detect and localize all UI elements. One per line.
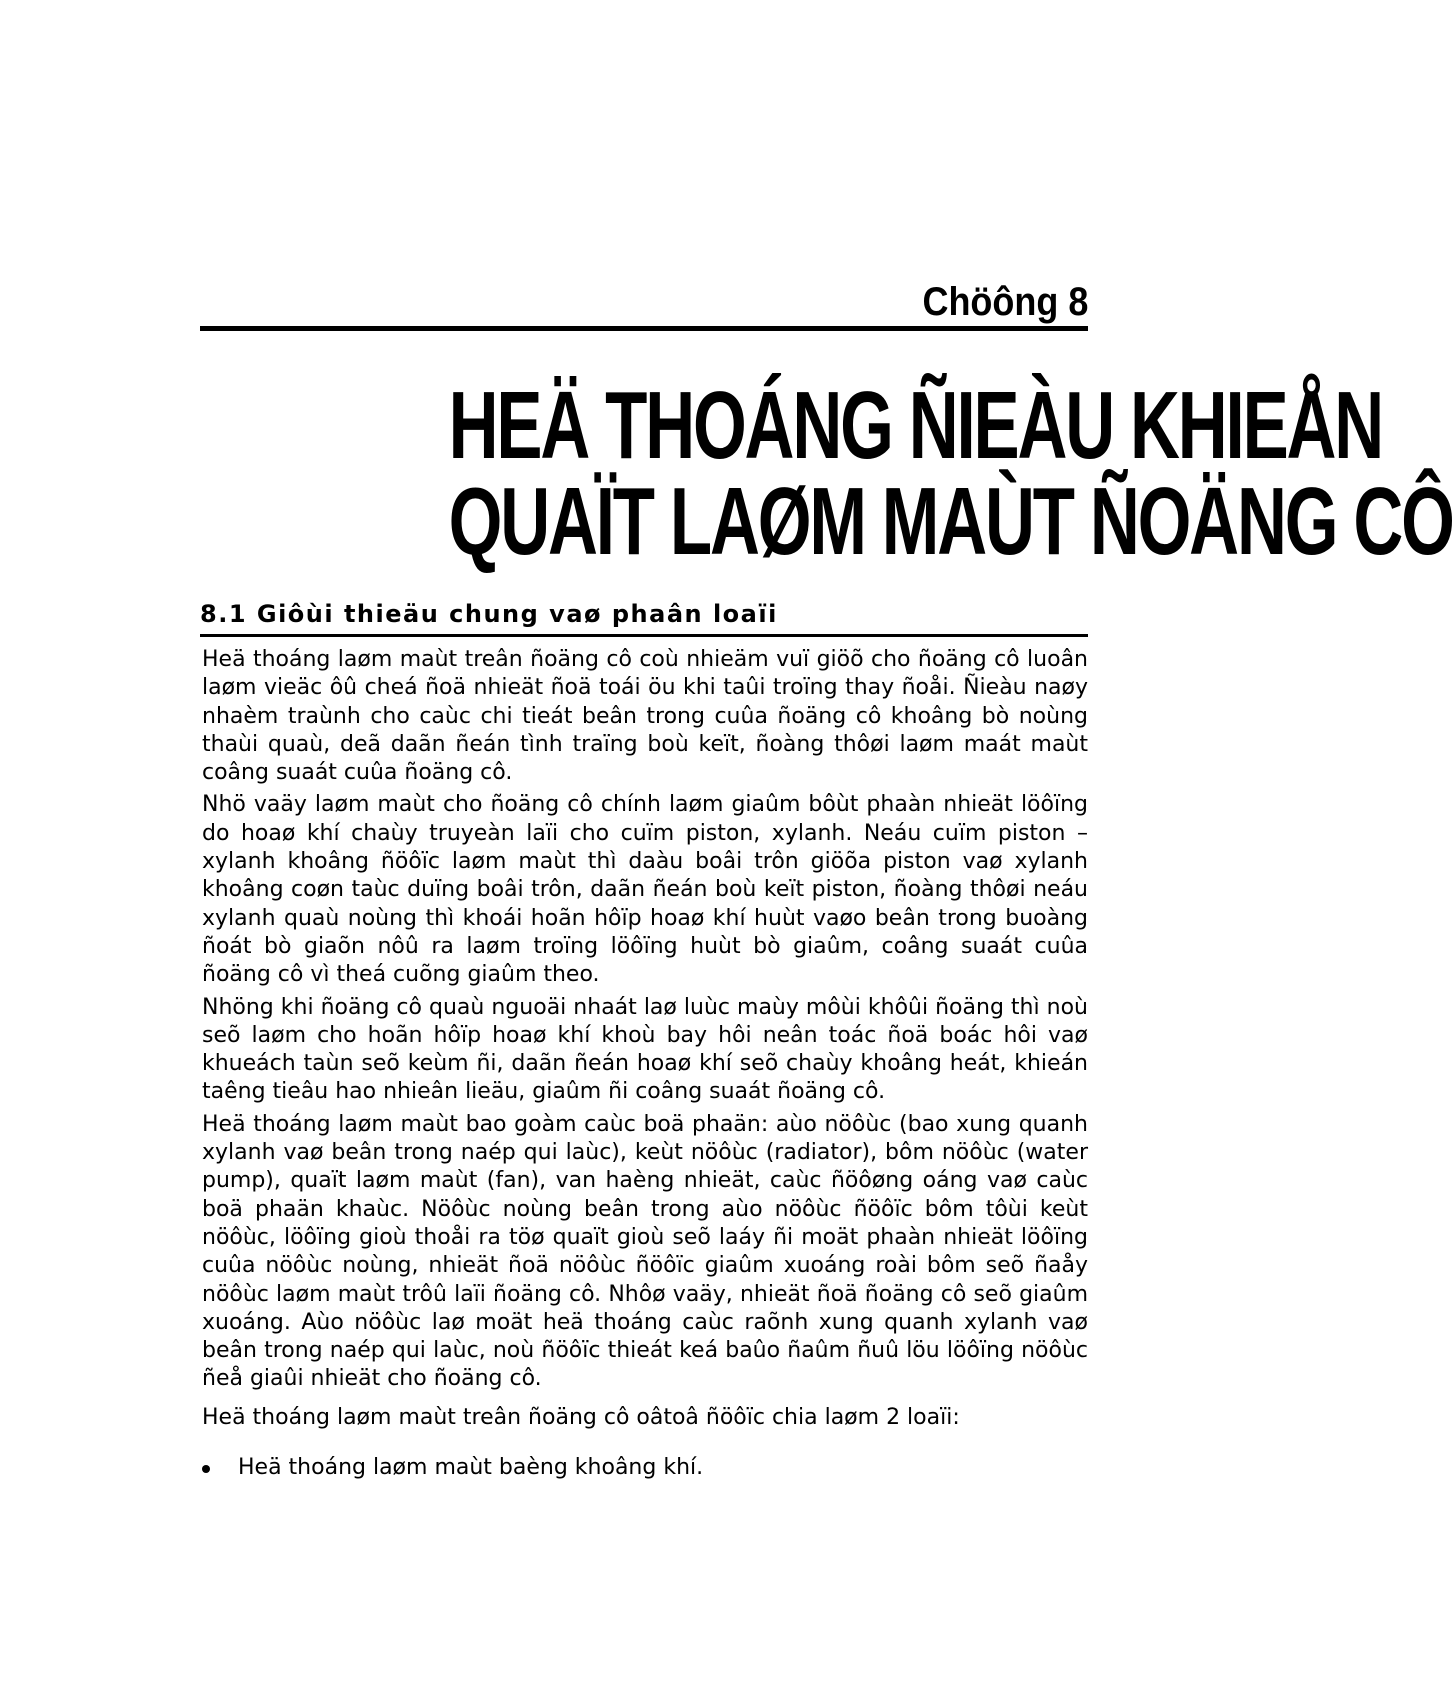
paragraph-cold-engine: Nhöng khi ñoäng cô quaù nguoäi nhaát laø luùc maùy môùi khôûi ñoäng thì noù seõ laøm cho hoãn hôïp hoaø khí khoù bay hôi neân toác ñoä boác hôi vaø khueách taùn seõ keùm ñi, daãn ñeán hoaø khí seõ chaùy khoâng heát, khieán taêng tieâu hao nhieân lieäu, giaûm ñi coâng suaát ñoäng cô. <box>202 994 1088 1105</box>
bullet-icon <box>202 1465 210 1473</box>
chapter-title-line-1: HEÄ THOÁNG ÑIEÀU KHIEÅN <box>448 372 1383 479</box>
chapter-rule <box>200 326 1088 331</box>
section-rule <box>200 634 1088 637</box>
paragraph-types: Heä thoáng laøm maùt treân ñoäng cô oâtoâ ñöôïc chia laøm 2 loaïi: <box>202 1404 960 1430</box>
list-item <box>202 1454 1088 1482</box>
chapter-label: Chöông 8 <box>922 280 1088 324</box>
paragraph-cooling-purpose: Nhö vaäy laøm maùt cho ñoäng cô chính laøm giaûm bôùt phaàn nhieät löôïng do hoaø khí chaùy truyeàn laïi cho cuïm piston, xylanh. Neáu cuïm piston – xylanh khoâng ñöôïc laøm maùt thì daàu boâi trôn giöõa piston vaø xylanh khoâng coøn taùc duïng boâi trôn, daãn ñeán boù keït piston, ñoàng thôøi neáu xylanh quaù noùng thì khoái hoãn hôïp hoaø khí huùt vaøo beân trong buoàng ñoát bò giaõn nôû ra laøm troïng löôïng huùt bò giaûm, coâng suaát cuûa ñoäng cô vì theá cuõng giaûm theo. <box>202 792 1088 988</box>
body-text <box>202 646 1088 1482</box>
list-item-text: Heä thoáng laøm maùt baèng khoâng khí. <box>238 1455 704 1481</box>
paragraph-intro: Heä thoáng laøm maùt treân ñoäng cô coù nhieäm vuï giöõ cho ñoäng cô luoân laøm vieäc ôû cheá ñoä nhieät ñoä toái öu khi taûi troïng thay ñoåi. Ñieàu naøy nhaèm traùnh cho caùc chi tieát beân trong cuûa ñoäng cô khoâng bò noùng thaùi quaù, deã daãn ñeán tình traïng boù keït, ñoàng thôøi laøm maát maùt coâng suaát cuûa ñoäng cô. <box>202 647 1088 786</box>
bullet-list <box>202 1454 1088 1482</box>
chapter-title-line-2: QUAÏT LAØM MAÙT ÑOÄNG CÔ <box>448 468 1453 575</box>
section-heading: 8.1 Giôùi thieäu chung vaø phaân loaïi <box>200 600 778 628</box>
paragraph-components: Heä thoáng laøm maùt bao goàm caùc boä phaän: aùo nöôùc (bao xung quanh xylanh vaø beân trong naép qui laùc), keùt nöôùc (radiator), bôm nöôùc (water pump), quaït laøm maùt (fan), van haèng nhieät, caùc ñöôøng oáng vaø caùc boä phaän khaùc. Nöôùc noùng beân trong aùo nöôùc ñöôïc bôm tôùi keùt nöôùc, löôïng gioù thoåi ra töø quaït gioù seõ laáy ñi moät phaàn nhieät löôïng cuûa nöôùc noùng, nhieät ñoä nöôùc ñöôïc giaûm xuoáng roài bôm seõ ñaåy nöôùc laøm maùt trôû laïi ñoäng cô. Nhôø vaäy, nhieät ñoä ñoäng cô seõ giaûm xuoáng. Aùo nöôùc laø moät heä thoáng caùc raõnh xung quanh xylanh vaø beân trong naép qui laùc, noù ñöôïc thieát keá baûo ñaûm ñuû löu löôïng nöôùc ñeå giaûi nhieät cho ñoäng cô. <box>202 1111 1088 1392</box>
chapter-title <box>200 372 1453 575</box>
